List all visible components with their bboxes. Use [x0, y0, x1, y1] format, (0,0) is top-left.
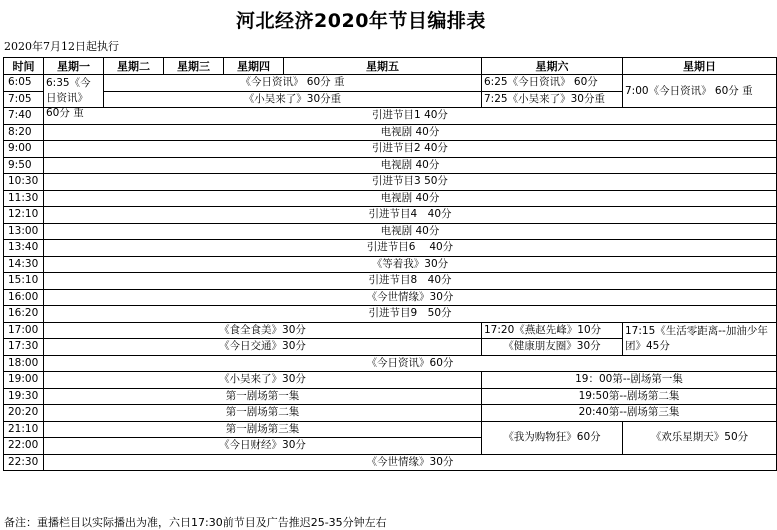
program-cell: 第一剧场第二集: [44, 405, 482, 422]
program-cell: 第一剧场第一集: [44, 388, 482, 405]
time-cell: 9:00: [4, 141, 44, 158]
time-cell: 13:40: [4, 240, 44, 257]
table-row: [4, 190, 777, 207]
table-row: [4, 157, 777, 174]
table-row: [4, 405, 777, 422]
program-cell: 6:25《今日资讯》 60分: [482, 75, 623, 92]
program-cell: 《今日资讯》 60分 重: [104, 75, 482, 92]
column-header-mon: 星期一: [44, 58, 104, 75]
program-cell: 引进节目9 50分: [44, 306, 777, 323]
program-cell: 引进节目1 40分: [44, 108, 777, 125]
program-cell: 《食全食美》30分: [44, 322, 482, 339]
program-cell: 电视剧 40分: [44, 223, 777, 240]
table-row: [4, 306, 777, 323]
time-cell: 6:05: [4, 75, 44, 92]
program-cell: 引进节目6 40分: [44, 240, 777, 257]
time-cell: 8:20: [4, 124, 44, 141]
program-cell: 《今日财经》30分: [44, 438, 482, 455]
table-row: [4, 289, 777, 306]
time-cell: 9:50: [4, 157, 44, 174]
table-row: [4, 124, 777, 141]
time-cell: 21:10: [4, 421, 44, 438]
effective-date: 2020年7月12日起执行: [4, 40, 119, 53]
time-cell: 17:00: [4, 322, 44, 339]
program-cell: 引进节目8 40分: [44, 273, 777, 290]
table-row: [4, 322, 777, 339]
program-cell: 《小吴来了》30分: [44, 372, 482, 389]
table-row: [4, 207, 777, 224]
program-cell: 《今世情缘》30分: [44, 454, 777, 471]
program-cell: 19：00第--剧场第一集: [482, 372, 777, 389]
time-cell: 19:00: [4, 372, 44, 389]
time-cell: 7:05: [4, 91, 44, 108]
table-row: [4, 108, 777, 125]
program-cell: 《今日交通》30分: [44, 339, 482, 356]
table-row: [4, 273, 777, 290]
table-row: [4, 454, 777, 471]
time-cell: 10:30: [4, 174, 44, 191]
column-header-sun: 星期日: [623, 58, 777, 75]
program-cell: 17:15《生活零距离--加油少年团》45分: [623, 322, 777, 355]
time-cell: 20:20: [4, 405, 44, 422]
time-cell: 22:00: [4, 438, 44, 455]
time-cell: 7:40: [4, 108, 44, 125]
program-cell: 17:20《燕赵先峰》10分: [482, 322, 623, 339]
table-row: [4, 388, 777, 405]
page-title: 河北经济2020年节目编排表: [236, 10, 486, 32]
program-cell: 《今世情缘》30分: [44, 289, 777, 306]
program-cell: 7:00《今日资讯》 60分 重: [623, 75, 777, 108]
time-cell: 22:30: [4, 454, 44, 471]
column-header-tue: 星期二: [104, 58, 164, 75]
table-row: [4, 174, 777, 191]
program-cell: 引进节目2 40分: [44, 141, 777, 158]
program-cell: 19:50第--剧场第二集: [482, 388, 777, 405]
footnote: 备注：重播栏目以实际播出为准，六日17:30前节目及广告推迟25-35分钟左右: [4, 516, 387, 529]
time-cell: 14:30: [4, 256, 44, 273]
program-cell: 7:25《小吴来了》30分重: [482, 91, 623, 108]
table-row: [4, 256, 777, 273]
program-cell: 电视剧 40分: [44, 157, 777, 174]
program-cell: 《健康朋友圈》30分: [482, 339, 623, 356]
program-cell: 《等着我》30分: [44, 256, 777, 273]
column-header-wed: 星期三: [164, 58, 224, 75]
column-header-sat: 星期六: [482, 58, 623, 75]
table-row: [4, 372, 777, 389]
column-header-thu: 星期四: [224, 58, 284, 75]
table-row: [4, 141, 777, 158]
program-cell: 引进节目4 40分: [44, 207, 777, 224]
program-cell: 《欢乐星期天》50分: [623, 421, 777, 454]
column-header-fri: 星期五: [284, 58, 482, 75]
time-cell: 16:00: [4, 289, 44, 306]
program-cell: 电视剧 40分: [44, 190, 777, 207]
table-row: [4, 240, 777, 257]
program-cell: 《小吴来了》30分重: [104, 91, 482, 108]
program-cell: 《今日资讯》60分: [44, 355, 777, 372]
header-row: [4, 58, 777, 75]
time-cell: 19:30: [4, 388, 44, 405]
program-cell: 电视剧 40分: [44, 124, 777, 141]
schedule-table: [3, 57, 777, 471]
program-cell: 6:35《今日资讯》60分 重: [44, 75, 104, 108]
table-row: [4, 75, 777, 92]
time-cell: 12:10: [4, 207, 44, 224]
table-row: [4, 355, 777, 372]
program-cell: 《我为购物狂》60分: [482, 421, 623, 454]
time-cell: 13:00: [4, 223, 44, 240]
column-header-time: 时间: [4, 58, 44, 75]
program-cell: 第一剧场第三集: [44, 421, 482, 438]
table-row: [4, 421, 777, 438]
time-cell: 16:20: [4, 306, 44, 323]
program-cell: 引进节目3 50分: [44, 174, 777, 191]
table-row: [4, 223, 777, 240]
time-cell: 15:10: [4, 273, 44, 290]
time-cell: 17:30: [4, 339, 44, 356]
program-cell: 20:40第--剧场第三集: [482, 405, 777, 422]
time-cell: 18:00: [4, 355, 44, 372]
time-cell: 11:30: [4, 190, 44, 207]
